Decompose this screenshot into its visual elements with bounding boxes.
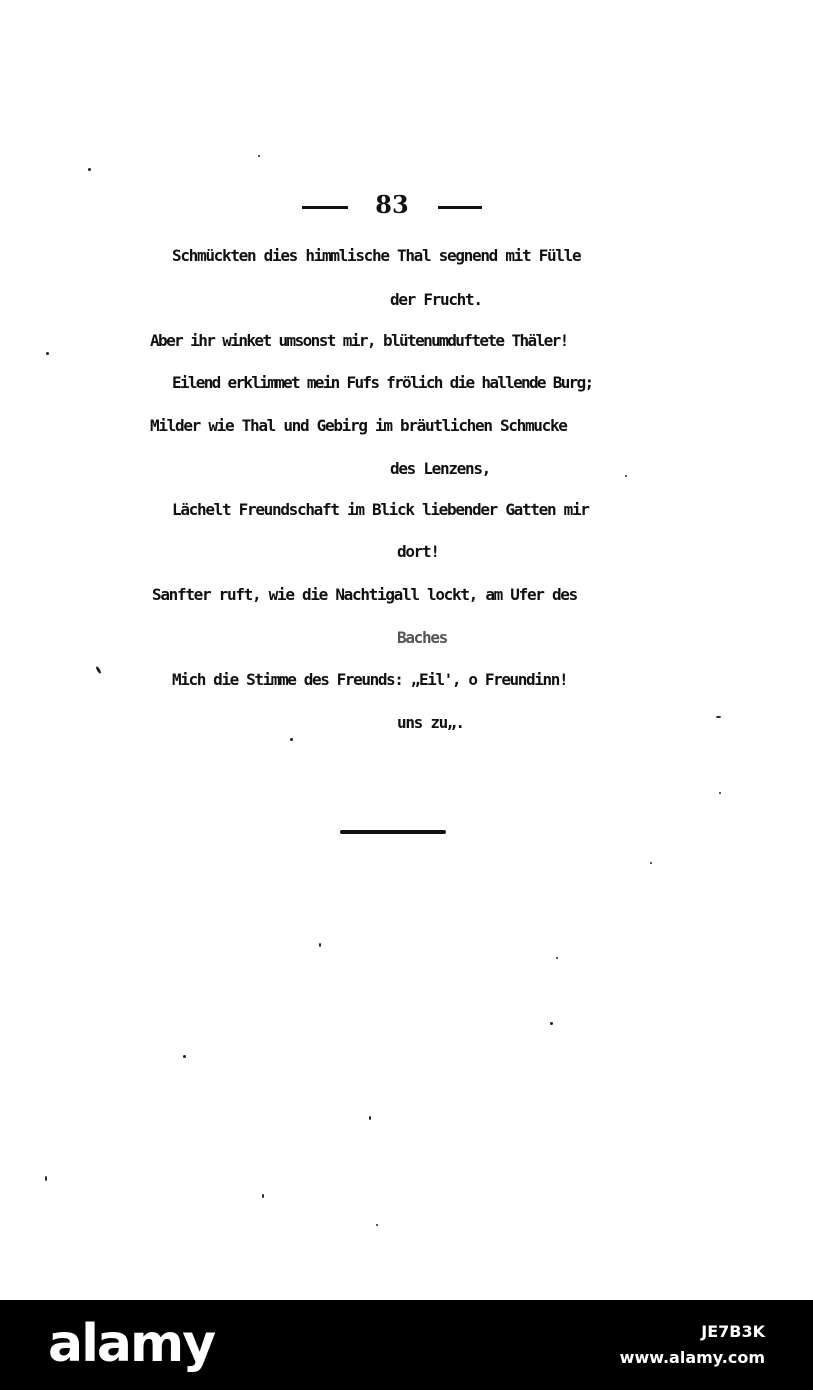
poem-line-12: uns zu„. (397, 713, 464, 732)
page-header (0, 190, 813, 230)
speck (258, 155, 260, 157)
speck (88, 168, 91, 171)
speck (719, 792, 721, 794)
speck (319, 943, 321, 947)
alamy-logo: alamy (48, 1314, 215, 1374)
poem-line-11: Mich die Stimme des Freunds: „Eil', o Freundinn! (172, 670, 568, 689)
speck (183, 1055, 186, 1058)
speck (290, 738, 293, 741)
poem-line-4: Eilend erklimmet mein Fufs frölich die hallende Burg; (172, 373, 593, 392)
speck (716, 716, 721, 718)
header-rule-left (302, 206, 348, 209)
poem-line-9: Sanfter ruft, wie die Nachtigall lockt, am Ufer des (152, 585, 577, 604)
header-rule-right (438, 206, 482, 209)
page-number: 83 (375, 190, 409, 219)
speck (95, 666, 102, 674)
poem-line-3: Aber ihr winket umsonst mir, blütenumduftete Thäler! (150, 331, 568, 350)
speck (556, 957, 558, 959)
speck (46, 352, 49, 355)
speck (262, 1194, 264, 1198)
speck (376, 1224, 378, 1226)
poem-line-6: des Lenzens, (390, 459, 490, 478)
image-id: JE7B3K (701, 1322, 765, 1341)
speck (650, 862, 652, 864)
poem-line-2: der Frucht. (390, 290, 482, 309)
watermark-banner (0, 1300, 813, 1390)
speck (625, 475, 627, 477)
poem-line-7: Lächelt Freundschaft im Blick liebender Gatten mir (172, 500, 589, 519)
poem-line-1: Schmückten dies himmlische Thal segnend mit Fülle (172, 246, 581, 265)
speck (369, 1116, 371, 1120)
end-rule (340, 830, 446, 834)
poem-line-8: dort! (397, 542, 439, 561)
site-url: www.alamy.com (619, 1348, 765, 1367)
poem-line-5: Milder wie Thal und Gebirg im bräutlichen Schmucke (150, 416, 567, 435)
speck (550, 1022, 553, 1025)
poem-line-10: Baches (397, 628, 447, 647)
speck (45, 1176, 47, 1181)
